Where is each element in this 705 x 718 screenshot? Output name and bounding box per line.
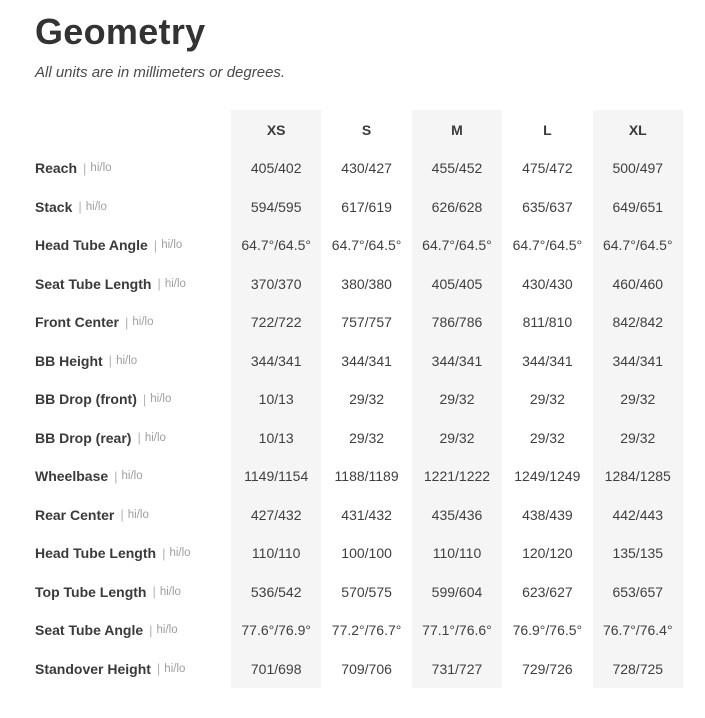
row-label (35, 573, 231, 612)
row-label-hilo: hi/lo (169, 547, 191, 560)
row-label-hilo: hi/lo (161, 239, 183, 252)
cell-xl: 442/443 (593, 496, 683, 535)
row-label-separator: | (156, 661, 161, 677)
row-label-separator: | (153, 237, 158, 253)
table-row-seat-tube-length (35, 265, 705, 304)
cell-s: 1188/1189 (334, 468, 399, 485)
cell-l: 430/430 (522, 275, 573, 292)
row-label-separator: | (149, 622, 153, 638)
row-label (35, 380, 231, 419)
row-label-separator: | (162, 545, 166, 561)
row-label-text: Head Tube Angle (35, 237, 148, 254)
cell-s: 431/432 (341, 506, 392, 523)
row-label-hilo: hi/lo (144, 431, 166, 444)
row-label-text: BB Drop (front) (35, 391, 137, 408)
cell-m: 455/452 (412, 149, 502, 188)
row-label-text: Rear Center (35, 506, 115, 523)
page-subtitle: All units are in millimeters or degrees. (35, 64, 286, 81)
cell-s: 380/380 (341, 275, 392, 292)
cell-xs: 594/595 (231, 188, 321, 227)
cell-xs: 64.7°/64.5° (231, 226, 321, 265)
cell-l: 729/726 (522, 660, 573, 677)
cell-m: 786/786 (412, 303, 502, 342)
cell-m: 626/628 (412, 188, 502, 227)
page-title: Geometry (35, 11, 206, 52)
row-label (35, 496, 231, 535)
cell-xs: 77.6°/76.9° (231, 611, 321, 650)
row-label-separator: | (108, 353, 113, 369)
cell-s: 100/100 (341, 545, 392, 562)
cell-l: 29/32 (529, 429, 565, 446)
row-label-hilo: hi/lo (150, 393, 172, 406)
table-row-front-center (35, 303, 705, 342)
table-row-head-tube-angle (35, 226, 705, 265)
table-row-bb-height (35, 342, 705, 381)
row-label (35, 650, 231, 689)
row-label-hilo: hi/lo (121, 470, 143, 483)
cell-s: 617/619 (341, 198, 392, 215)
cell-l: 64.7°/64.5° (512, 237, 583, 254)
cell-xl: 76.7°/76.4° (593, 611, 683, 650)
row-label-text: Stack (35, 198, 73, 215)
geometry-table (35, 110, 705, 688)
cell-s: 709/706 (341, 660, 392, 677)
row-label-text: Wheelbase (35, 468, 109, 485)
row-label-hilo: hi/lo (116, 354, 138, 367)
cell-xs: 10/13 (231, 419, 321, 458)
row-label-text: Head Tube Length (35, 545, 157, 562)
cell-xs: 405/402 (231, 149, 321, 188)
cell-xs: 370/370 (231, 265, 321, 304)
cell-m: 1221/1222 (412, 457, 502, 496)
cell-l: 811/810 (522, 314, 573, 331)
row-label (35, 265, 231, 304)
cell-s: 29/32 (349, 429, 385, 446)
cell-m: 64.7°/64.5° (412, 226, 502, 265)
row-label (35, 342, 231, 381)
row-label-text: Standover Height (35, 660, 151, 677)
column-header-m: M (412, 110, 502, 149)
cell-xs: 1149/1154 (231, 457, 321, 496)
cell-xl: 728/725 (593, 650, 683, 689)
cell-s: 430/427 (341, 160, 392, 177)
table-row-seat-tube-angle (35, 611, 705, 650)
table-row-bb-drop-rear (35, 419, 705, 458)
row-label-hilo: hi/lo (159, 585, 181, 598)
cell-l: 635/637 (522, 198, 573, 215)
row-label (35, 303, 231, 342)
cell-xl: 29/32 (593, 380, 683, 419)
row-label (35, 611, 231, 650)
row-label-separator: | (157, 276, 161, 292)
row-label-text: Top Tube Length (35, 583, 147, 600)
cell-xs: 110/110 (231, 534, 321, 573)
column-header-xs: XS (231, 110, 321, 149)
cell-m: 731/727 (412, 650, 502, 689)
cell-m: 435/436 (412, 496, 502, 535)
row-label-text: BB Drop (rear) (35, 429, 132, 446)
row-label-separator: | (152, 584, 156, 600)
row-label-hilo: hi/lo (132, 316, 154, 329)
cell-m: 110/110 (412, 534, 502, 573)
cell-l: 623/627 (522, 583, 573, 600)
cell-xs: 344/341 (231, 342, 321, 381)
row-label-hilo: hi/lo (127, 508, 149, 521)
cell-m: 599/604 (412, 573, 502, 612)
cell-s: 344/341 (341, 352, 392, 369)
table-row-stack (35, 188, 705, 227)
cell-s: 64.7°/64.5° (331, 237, 402, 254)
header-spacer (35, 110, 231, 149)
row-label-text: Reach (35, 160, 78, 177)
cell-xs: 10/13 (231, 380, 321, 419)
cell-xl: 1284/1285 (593, 457, 683, 496)
row-label-hilo: hi/lo (164, 662, 186, 675)
table-row-rear-center (35, 496, 705, 535)
table-row-bb-drop-front (35, 380, 705, 419)
row-label-text: BB Height (35, 352, 103, 369)
cell-l: 438/439 (522, 506, 573, 523)
table-row-head-tube-length (35, 534, 705, 573)
cell-xs: 427/432 (231, 496, 321, 535)
row-label-text: Seat Tube Angle (35, 622, 144, 639)
cell-l: 120/120 (522, 545, 573, 562)
cell-xs: 701/698 (231, 650, 321, 689)
cell-xs: 536/542 (231, 573, 321, 612)
cell-xs: 722/722 (231, 303, 321, 342)
row-label (35, 188, 231, 227)
cell-l: 344/341 (522, 352, 573, 369)
cell-l: 475/472 (522, 160, 573, 177)
row-label (35, 149, 231, 188)
column-header-xl: XL (593, 110, 683, 149)
cell-l: 76.9°/76.5° (512, 622, 583, 639)
row-label-hilo: hi/lo (164, 277, 186, 290)
column-header-l: L (543, 121, 552, 138)
table-row-reach (35, 149, 705, 188)
row-label-separator: | (137, 430, 141, 446)
cell-xl: 460/460 (593, 265, 683, 304)
cell-m: 344/341 (412, 342, 502, 381)
cell-s: 77.2°/76.7° (331, 622, 402, 639)
cell-xl: 64.7°/64.5° (593, 226, 683, 265)
cell-xl: 842/842 (593, 303, 683, 342)
row-label-hilo: hi/lo (156, 624, 178, 637)
column-header-s: S (361, 121, 372, 138)
cell-xl: 29/32 (593, 419, 683, 458)
row-label (35, 419, 231, 458)
cell-xl: 344/341 (593, 342, 683, 381)
cell-xl: 500/497 (593, 149, 683, 188)
cell-l: 1249/1249 (514, 468, 581, 485)
row-label-separator: | (83, 160, 87, 176)
cell-m: 29/32 (412, 380, 502, 419)
cell-xl: 649/651 (593, 188, 683, 227)
row-label-separator: | (78, 199, 82, 215)
table-header-row (35, 110, 705, 149)
row-label (35, 457, 231, 496)
cell-s: 570/575 (341, 583, 392, 600)
cell-s: 757/757 (341, 314, 392, 331)
table-row-standover-height (35, 650, 705, 689)
row-label-separator: | (142, 391, 147, 407)
row-label (35, 534, 231, 573)
row-label-separator: | (120, 507, 124, 523)
cell-xl: 135/135 (593, 534, 683, 573)
cell-m: 77.1°/76.6° (412, 611, 502, 650)
table-row-top-tube-length (35, 573, 705, 612)
row-label-hilo: hi/lo (90, 162, 112, 175)
row-label-separator: | (114, 468, 118, 484)
row-label-separator: | (125, 314, 129, 330)
table-row-wheelbase (35, 457, 705, 496)
row-label-text: Front Center (35, 314, 119, 331)
row-label-text: Seat Tube Length (35, 275, 152, 292)
row-label-hilo: hi/lo (85, 200, 107, 213)
cell-s: 29/32 (349, 391, 385, 408)
cell-xl: 653/657 (593, 573, 683, 612)
row-label (35, 226, 231, 265)
cell-l: 29/32 (529, 391, 565, 408)
cell-m: 29/32 (412, 419, 502, 458)
cell-m: 405/405 (412, 265, 502, 304)
